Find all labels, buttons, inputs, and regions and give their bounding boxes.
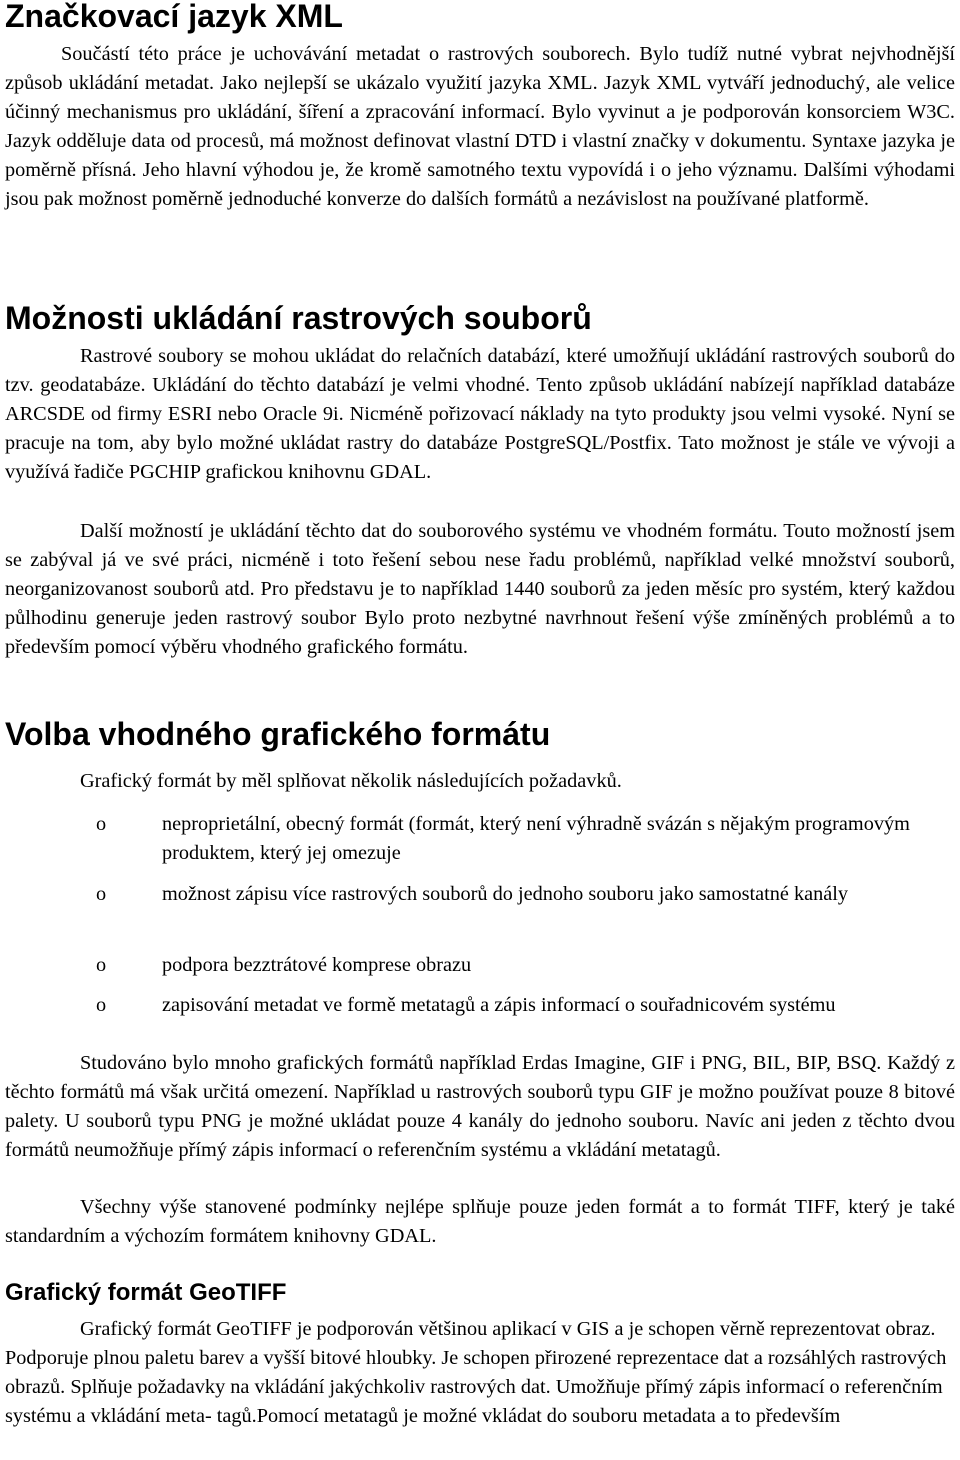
heading-format-choice: Volba vhodného grafického formátu (5, 716, 551, 752)
bullet-marker: o (96, 994, 107, 1016)
paragraph-formats-studied: Studováno bylo mnoho grafických formátů například Erdas Imagine, GIF i PNG, BIL, BIP, BSQ. Každý z těchto formátů má však určitá omezení. Například u rastrových souborů typu GIF je možno používat pouze 8 bitové palety. U souborů typu PNG je možné ukládat pouze 4 kanály do jednoho souboru. Navíc ani jeden z těchto dvou formátů neumožňuje přímý zápis informací o referenčním systému a vkládání metatagů. (5, 1052, 955, 1161)
paragraph-storage-databases: Rastrové soubory se mohou ukládat do relačních databází, které umožňují ukládání rastrových souborů do tzv. geodatabáze. Ukládání do těchto databází je velmi vhodné. Tento způsob ukládání nabízejí například databáze ARCSDE od firmy ESRI nebo Oracle 9i. Nicméně pořizovací náklady na tyto produkty jsou velmi vysoké. Nyní se pracuje na tom, aby bylo možné ukládat rastry do databáze PostgreSQL/Postfix. Tato možnost je stále ve vývoji a využívá řadiče PGCHIP grafickou knihovnu GDAL. (5, 345, 955, 483)
paragraph-xml: Součástí této práce je uchovávání metadat o rastrových souborech. Bylo tudíž nutné vybrat nejvhodnější způsob ukládání metadat. Jako nejlepší se ukázalo využití jazyka XML. Jazyk XML vytváří jednoduchý, ale velice účinný mechanismus pro ukládání, šíření a zpracování informací. Bylo vyvinut a je podporován konsorciem W3C. Jazyk odděluje data od procesů, má možnost definovat vlastní DTD i vlastní značky v dokumentu. Syntaxe jazyka je poměrně přísná. Jeho hlavní výhodou je, že kromě samotného textu vypovídá i o jeho významu. Dalšími výhodami jsou pak možnost poměrně jednoduché konverze do dalších formátů a nezávislost na používané platformě. (5, 43, 955, 210)
heading-storage-options: Možnosti ukládání rastrových souborů (5, 300, 592, 336)
list-item-text: zapisování metadat ve formě metatagů a zápis informací o souřadnicovém systému (162, 994, 836, 1016)
list-item-text: neproprietální, obecný formát (formát, který není výhradně svázán s nějakým programovým produktem, který jej omezuje (162, 813, 910, 864)
paragraph-format-intro: Grafický formát by měl splňovat několik následujících požadavků. (80, 770, 622, 792)
bullet-marker: o (96, 883, 107, 905)
list-item-text: podpora bezztrátové komprese obrazu (162, 954, 472, 976)
list-item-text: možnost zápisu více rastrových souborů do jednoho souboru jako samostatné kanály (162, 883, 849, 905)
paragraph-geotiff: Grafický formát GeoTIFF je podporován většinou aplikací v GIS a je schopen věrně reprezentovat obraz. Podporuje plnou paletu barev a vyšší bitové hloubky. Je schopen přirozené reprezentace dat a rozsáhlých rastrových obrazů. Splňuje požadavky na vkládání jakýchkoliv rastrových dat. Umožňuje přímý zápis informací o referenčním systému a vkládání meta- tagů.Pomocí metatagů je možné vkládat do souboru metadata a to především (5, 1318, 947, 1427)
bullet-marker: o (96, 813, 107, 835)
paragraph-tiff-choice: Všechny výše stanovené podmínky nejlépe splňuje pouze jeden formát a to formát TIFF, který je také standardním a výchozím formátem knihovny GDAL. (5, 1196, 955, 1247)
paragraph-storage-filesystem: Další možností je ukládání těchto dat do souborového systému ve vhodném formátu. Touto možností jsem se zabýval já ve své práci, nicméně i toto řešení sebou nese řadu problémů, například velké množství souborů, neorganizovanost souborů atd. Pro představu je to například 1440 souborů za jeden měsíc pro systém, který každou půlhodinu generuje jeden rastrový soubor Bylo proto nezbytné navrhnout řešení výše zmíněných problémů a to především pomocí výběru vhodného grafického formátu. (5, 520, 955, 658)
heading-xml: Značkovací jazyk XML (5, 0, 343, 34)
bullet-marker: o (96, 954, 107, 976)
heading-geotiff: Grafický formát GeoTIFF (5, 1279, 287, 1306)
